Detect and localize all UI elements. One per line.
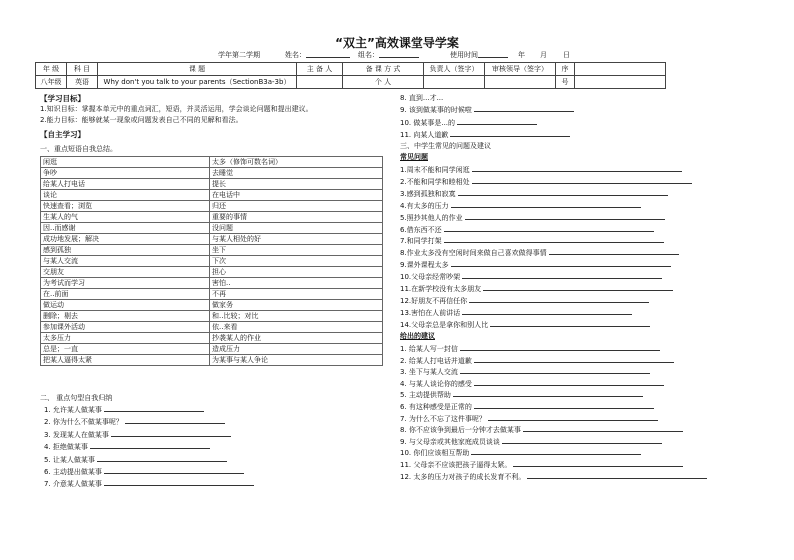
sentence-item-text: 1. 允许某人做某事 [44, 406, 102, 414]
vocab-cell-right[interactable]: 太多（修饰可数名词） [210, 157, 383, 168]
use-time-label: 使用时间 [450, 50, 478, 60]
sentence-item-text: 6. 主动提出做某事 [44, 468, 102, 476]
advice-item-answer-blank[interactable] [471, 447, 641, 455]
vocab-cell-left[interactable]: 成功地发展；解决 [41, 234, 210, 245]
vocab-row [41, 179, 383, 190]
header-row-values [36, 76, 666, 89]
advice-item-answer-blank[interactable] [460, 366, 650, 374]
sentence-item [44, 466, 244, 477]
method-header: 备 课 方 式 [343, 63, 424, 76]
advice-item [400, 366, 650, 377]
vocab-cell-left[interactable]: 为考试而学习 [41, 278, 210, 289]
problem-item-text: 6.借东西不还 [400, 225, 442, 234]
advice-item-text: 3. 坐下与某人交流 [400, 368, 458, 377]
self-study-heading: 【自主学习】 [40, 130, 85, 139]
vocab-cell-left[interactable]: 生某人的气 [41, 212, 210, 223]
problem-item-text: 11.在新学校没有太多朋友 [400, 285, 482, 293]
sentence-item-text: 9. 该到做某事的时候啦 [400, 106, 472, 115]
advice-item-answer-blank[interactable] [513, 459, 683, 467]
advice-item-answer-blank[interactable] [488, 413, 658, 421]
group-blank[interactable] [379, 50, 419, 58]
problem-item-text: 10.父母亲经常吵架 [400, 273, 461, 282]
problem-item-answer-blank[interactable] [472, 176, 692, 184]
problem-item-text: 5.照抄其他人的作业 [400, 213, 463, 222]
problem-item-text: 13.害怕在人前讲话 [400, 308, 461, 317]
problem-item [400, 200, 641, 211]
vocab-row [41, 223, 383, 234]
vocab-cell-left[interactable]: 交朋友 [41, 267, 210, 278]
vocab-cell-left[interactable]: 感到孤独 [41, 245, 210, 256]
header-row-labels [36, 63, 666, 76]
advice-item [400, 413, 658, 424]
sentence-item [400, 104, 574, 115]
problem-item-answer-blank[interactable] [451, 200, 641, 208]
vocab-cell-left[interactable]: 因..而感谢 [41, 223, 210, 234]
advice-item-text: 9. 与父母亲或其他家庭成员谈谈 [400, 437, 500, 446]
vocab-cell-left[interactable]: 太多压力 [41, 333, 210, 344]
problem-item [400, 188, 668, 199]
advice-item [400, 459, 683, 470]
year-label: 年 [518, 51, 525, 59]
problem-item-answer-blank[interactable] [451, 259, 671, 267]
advice-item-answer-blank[interactable] [474, 355, 674, 363]
advice-item-text: 7. 为什么不忘了这件事呢？ [400, 414, 486, 423]
problem-item [400, 247, 679, 258]
advice-title: 给出的建议 [400, 332, 435, 340]
vocab-cell-right[interactable]: 和..比较；对比 [210, 311, 383, 322]
sentence-item-answer-blank[interactable] [104, 478, 254, 486]
problem-item-answer-blank[interactable] [465, 212, 665, 220]
problem-item [400, 295, 649, 306]
advice-item-text: 12. 太多的压力对孩子的成长发育不利。 [400, 472, 526, 481]
sentence-item-answer-blank[interactable] [111, 429, 231, 437]
sentence-item [400, 129, 570, 140]
advice-item [400, 389, 643, 400]
sentence-item-answer-blank[interactable] [97, 454, 227, 462]
vocab-row [41, 311, 383, 322]
vocab-cell-left[interactable]: 与某人交流 [41, 256, 210, 267]
problem-item [400, 319, 650, 330]
vocab-cell-right[interactable]: 为某事与某人争论 [210, 355, 383, 366]
sentence-item-text: 5. 让某人做某事 [44, 455, 95, 464]
advice-item-text: 2. 给某人打电话并道歉 [400, 356, 472, 365]
sentence-item-answer-blank[interactable] [104, 466, 244, 474]
problem-item [400, 235, 664, 246]
vocab-row [41, 168, 383, 179]
sentence-item-answer-blank[interactable] [457, 117, 537, 125]
advice-item-answer-blank[interactable] [474, 401, 654, 409]
day-label: 日 [563, 51, 570, 59]
advice-item-text: 4. 与某人谈论你的感受 [400, 379, 472, 388]
sentence-item [44, 454, 227, 465]
seq-value-bottom[interactable] [575, 76, 666, 89]
advice-item-answer-blank[interactable] [527, 471, 707, 479]
vocab-row [41, 157, 383, 168]
vocab-cell-left[interactable]: 闲逛 [41, 157, 210, 168]
seq-value-top[interactable] [575, 63, 666, 76]
vocab-table [40, 156, 383, 366]
sentence-item [44, 416, 225, 427]
month-label: 月 [540, 51, 547, 59]
vocab-cell-right[interactable]: 在电话中 [210, 190, 383, 201]
advice-item [400, 471, 707, 482]
problems-title: 常见问题 [400, 153, 428, 161]
sentence-item-text: 8. 直到...才... [400, 94, 444, 102]
preparer-header: 主 备 人 [297, 63, 343, 76]
vocab-row [41, 344, 383, 355]
subject-value: 英语 [67, 76, 98, 89]
vocab-cell-left[interactable]: 在..前面 [41, 289, 210, 300]
problem-item-text: 8.作业太多没有空闲时间来做自己喜欢做得事情 [400, 249, 547, 258]
seq-header: 序 [556, 63, 575, 76]
problem-item-answer-blank[interactable] [483, 283, 673, 291]
vocab-row [41, 300, 383, 311]
vocab-row [41, 289, 383, 300]
advice-item-answer-blank[interactable] [460, 343, 660, 351]
sentence-item-answer-blank[interactable] [104, 404, 204, 412]
sentence-item [400, 117, 537, 128]
problem-item [400, 283, 673, 294]
sentence-item [44, 429, 231, 440]
advice-item-answer-blank[interactable] [502, 436, 662, 444]
vocab-row [41, 278, 383, 289]
sentence-item-answer-blank[interactable] [90, 441, 210, 449]
vocab-cell-left[interactable]: 参加课外活动 [41, 322, 210, 333]
problem-item-text: 9.课外课程太多 [400, 261, 449, 270]
reviewer-header: 审核领导（签字） [485, 63, 556, 76]
advice-item [400, 424, 683, 435]
vocab-cell-right[interactable]: 去睡觉 [210, 168, 383, 179]
advice-item [400, 447, 641, 458]
problem-item-text: 12.好朋友不再信任你 [400, 296, 468, 305]
vocab-cell-right[interactable]: 归还 [210, 201, 383, 212]
vocab-cell-right[interactable]: 担心 [210, 267, 383, 278]
vocab-cell-right[interactable]: 造成压力 [210, 344, 383, 355]
sentence-item [44, 404, 204, 415]
group-label: 组名： [358, 50, 379, 60]
responsible-value[interactable] [424, 76, 485, 89]
advice-item-text: 5. 主动提供帮助 [400, 391, 451, 400]
vocab-row [41, 333, 383, 344]
problem-item-text: 7.和同学打架 [400, 237, 442, 246]
vocab-cell-left[interactable]: 谈论 [41, 190, 210, 201]
vocab-row [41, 234, 383, 245]
topic-value: Why don't you talk to your parents（SectionB3a-3b） [98, 76, 297, 89]
vocab-cell-right[interactable]: 重要的事情 [210, 212, 383, 223]
vocab-row [41, 355, 383, 366]
sentence-section-title: 二、 重点句型自我归纳 [40, 394, 113, 402]
vocab-cell-left[interactable]: 删除；剔去 [41, 311, 210, 322]
advice-item-answer-blank[interactable] [453, 389, 643, 397]
problem-item [400, 212, 665, 223]
page-title: “双主”高效课堂导学案 [335, 36, 459, 50]
advice-item-answer-blank[interactable] [523, 424, 683, 432]
vocab-cell-right[interactable]: 坐下 [210, 245, 383, 256]
problem-item-answer-blank[interactable] [469, 295, 649, 303]
advice-item [400, 378, 664, 389]
method-value: 个 人 [343, 76, 424, 89]
sentence-item [44, 441, 210, 452]
responsible-header: 负责人（签字） [424, 63, 485, 76]
problem-item-text: 3.感到孤独和寂寞 [400, 189, 456, 198]
advice-item [400, 436, 662, 447]
problem-item-answer-blank[interactable] [490, 319, 650, 327]
sentence-item-text: 10. 做某事是...的 [400, 118, 456, 127]
advice-item-text: 11. 父母亲不应该把孩子逼得太紧。 [400, 461, 512, 469]
vocab-cell-right[interactable]: 不再 [210, 289, 383, 300]
sentence-item-answer-blank[interactable] [125, 416, 225, 424]
vocab-cell-left[interactable]: 快速查看；浏览 [41, 201, 210, 212]
problem-item-answer-blank[interactable] [444, 235, 664, 243]
lesson-info-table [35, 62, 666, 89]
problem-item-text: 14.父母亲总是拿你和别人比 [400, 320, 489, 329]
vocab-cell-right[interactable]: 没问题 [210, 223, 383, 234]
name-label: 姓名： [285, 50, 306, 60]
problem-item [400, 224, 654, 235]
vocab-row [41, 201, 383, 212]
sentence-item-answer-blank[interactable] [450, 129, 570, 137]
vocab-cell-left[interactable]: 给某人打电话 [41, 179, 210, 190]
problem-item [400, 176, 692, 187]
goal-item-2: 2.能力目标：能够就某一现象或问题发表自己不同的见解和看法。 [40, 116, 243, 124]
vocab-cell-left[interactable]: 做运动 [41, 300, 210, 311]
vocab-cell-right[interactable]: 抄袭某人的作业 [210, 333, 383, 344]
sentence-item-text: 7. 介意某人做某事 [44, 480, 102, 489]
problem-item [400, 259, 671, 270]
vocab-cell-right[interactable]: 提长 [210, 179, 383, 190]
name-blank[interactable] [306, 50, 350, 58]
advice-item [400, 401, 654, 412]
sentence-item [44, 478, 254, 489]
vocab-cell-left[interactable]: 争吵 [41, 168, 210, 179]
problem-item-answer-blank[interactable] [549, 247, 679, 255]
vocab-cell-left[interactable]: 把某人逼得太紧 [41, 355, 210, 366]
problem-item [400, 307, 632, 318]
vocab-cell-right[interactable]: 害怕.. [210, 278, 383, 289]
vocab-cell-right[interactable]: 与某人相处的好 [210, 234, 383, 245]
grade-value: 八年级 [36, 76, 67, 89]
vocab-row [41, 212, 383, 223]
vocab-section-title: 一、重点短语自我总结。 [40, 145, 117, 153]
sentence-item-text: 3. 发现某人在做某事 [44, 430, 109, 439]
subject-header: 科 目 [67, 63, 98, 76]
problem-item-answer-blank[interactable] [472, 164, 682, 172]
problem-item-text: 2.不能和同学和睦相处 [400, 177, 470, 186]
goals-heading: 【学习目标】 [40, 94, 85, 103]
vocab-cell-right[interactable]: 做家务 [210, 300, 383, 311]
vocab-cell-right[interactable]: 下次 [210, 256, 383, 267]
vocab-cell-left[interactable]: 总是；一直 [41, 344, 210, 355]
vocab-cell-right[interactable]: 依..来看 [210, 322, 383, 333]
problem-item-answer-blank[interactable] [458, 188, 668, 196]
vocab-row [41, 190, 383, 201]
sentence-item-text: 11. 向某人道歉 [400, 131, 449, 140]
advice-item-text: 10. 你们应该相互帮助 [400, 449, 470, 458]
problem-item-answer-blank[interactable] [444, 224, 654, 232]
advice-item-answer-blank[interactable] [474, 378, 664, 386]
term-label: 学年第二学期 [218, 51, 260, 59]
sentence-item [400, 92, 445, 103]
problem-item [400, 164, 682, 175]
advice-item [400, 343, 660, 354]
sentence-item-text: 2. 你为什么不做某事呢？ [44, 418, 123, 427]
vocab-row [41, 322, 383, 333]
sentence-item-answer-blank[interactable] [474, 104, 574, 112]
problem-item-answer-blank[interactable] [462, 271, 662, 279]
vocab-row [41, 245, 383, 256]
goal-item-1: 1.知识目标：掌握本单元中的重点词汇，短语，并灵活运用，学会谈论问题和提出建议。 [40, 105, 313, 113]
advice-item-text: 8. 你不应该争到最后一分钟才去做某事 [400, 426, 521, 435]
problem-item-text: 1.周末不能和同学闲逛 [400, 166, 470, 174]
problem-item [400, 271, 662, 282]
problems-section-title: 三、中学生常见的问题及建议 [400, 142, 491, 150]
problem-item-answer-blank[interactable] [462, 307, 632, 315]
reviewer-value[interactable] [485, 76, 556, 89]
topic-header: 课 题 [98, 63, 297, 76]
advice-item-text: 6. 有这种感受是正常的 [400, 403, 472, 411]
grade-header: 年 级 [36, 63, 67, 76]
sentence-item-text: 4. 拒绝做某事 [44, 443, 88, 452]
problem-item-text: 4.有太多的压力 [400, 201, 449, 210]
vocab-row [41, 267, 383, 278]
vocab-row [41, 256, 383, 267]
advice-item [400, 355, 674, 366]
advice-item-text: 1. 给某人写一封信 [400, 345, 458, 353]
preparer-value[interactable] [297, 76, 343, 89]
seq-label-bottom: 号 [556, 76, 575, 89]
